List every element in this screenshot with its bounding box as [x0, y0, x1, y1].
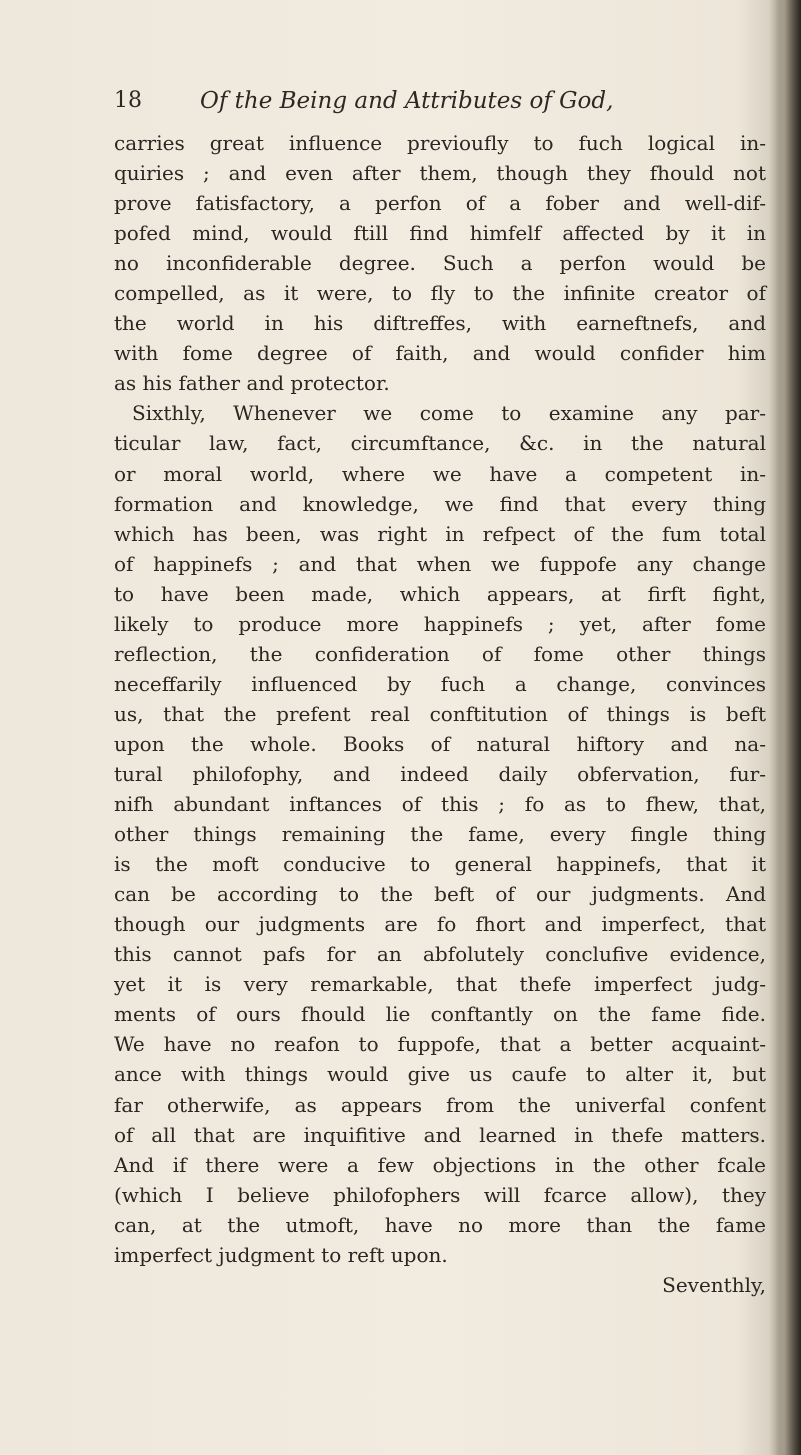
- text-line: We have no reafon to fuppofe, that a better acquaint-: [114, 1032, 766, 1057]
- text-line: prove fatisfactory, a perfon of a fober and well-dif-: [114, 191, 766, 216]
- text-line: And if there were a few objections in the other fcale: [114, 1152, 766, 1177]
- text-line: carries great influence previoufly to fuch logical in-: [114, 131, 766, 155]
- text-line: neceffarily influenced by fuch a change, convinces: [114, 671, 766, 696]
- body-text: [114, 128, 766, 1300]
- text-line: quiries ; and even after them, though they fhould not: [114, 161, 766, 186]
- text-line: yet it is very remarkable, that thefe imperfect judg-: [114, 972, 766, 997]
- text-line: with fome degree of faith, and would confider him: [114, 341, 766, 366]
- text-line: or moral world, where we have a competent in-: [114, 461, 766, 486]
- text-line: though our judgments are fo fhort and imperfect, that: [114, 912, 766, 937]
- text-line-paragraph-start: Sixthly, Whenever we come to examine any par-: [132, 401, 766, 426]
- text-line: compelled, as it were, to fly to the infinite creator of: [114, 281, 766, 306]
- text-line: of happinefs ; and that when we fuppofe any change: [114, 551, 766, 576]
- text-line: likely to produce more happinefs ; yet, after fome: [114, 611, 766, 636]
- text-line: ments of ours fhould lie conftantly on the fame fide.: [114, 1002, 766, 1027]
- text-line: upon the whole. Books of natural hiftory and na-: [114, 731, 766, 756]
- text-line: other things remaining the fame, every fingle thing: [114, 822, 766, 847]
- text-line: which has been, was right in refpect of the fum total: [114, 521, 766, 546]
- text-line: pofed mind, would ftill find himfelf affected by it in: [114, 221, 766, 246]
- text-line: reflection, the confideration of fome other things: [114, 641, 766, 666]
- text-line: ance with things would give us caufe to alter it, but: [114, 1062, 766, 1087]
- text-line: is the moft conducive to general happinefs, that it: [114, 852, 766, 877]
- text-line: far otherwife, as appears from the univerfal confent: [114, 1092, 766, 1117]
- text-line-paragraph-end: imperfect judgment to reft upon.: [114, 1242, 448, 1267]
- page-number: 18: [114, 88, 142, 113]
- text-line: this cannot pafs for an abfolutely conclufive evidence,: [114, 942, 766, 967]
- text-line-paragraph-end: as his father and protector.: [114, 371, 390, 396]
- text-line: nifh abundant inftances of this ; fo as to fhew, that,: [114, 792, 766, 817]
- running-head-title: Of the Being and Attributes of God,: [200, 88, 614, 114]
- catchword: Seventhly,: [662, 1272, 766, 1297]
- text-line: ticular law, fact, circumftance, &c. in the natural: [114, 431, 766, 456]
- book-spine-shadow: [775, 0, 801, 1455]
- text-line: can, at the utmoft, have no more than the fame: [114, 1212, 766, 1237]
- text-line: the world in his diftreffes, with earneftnefs, and: [114, 311, 766, 336]
- text-line: can be according to the beft of our judgments. And: [114, 882, 766, 907]
- text-line: no inconfiderable degree. Such a perfon would be: [114, 251, 766, 276]
- text-line: us, that the prefent real conftitution of things is beft: [114, 701, 766, 726]
- text-line: to have been made, which appears, at firft fight,: [114, 581, 766, 606]
- text-line: of all that are inquifitive and learned in thefe matters.: [114, 1122, 766, 1147]
- text-line: tural philofophy, and indeed daily obfervation, fur-: [114, 761, 766, 786]
- text-line: (which I believe philofophers will fcarce allow), they: [114, 1182, 766, 1207]
- text-line: formation and knowledge, we find that every thing: [114, 491, 766, 516]
- running-head: [114, 88, 754, 128]
